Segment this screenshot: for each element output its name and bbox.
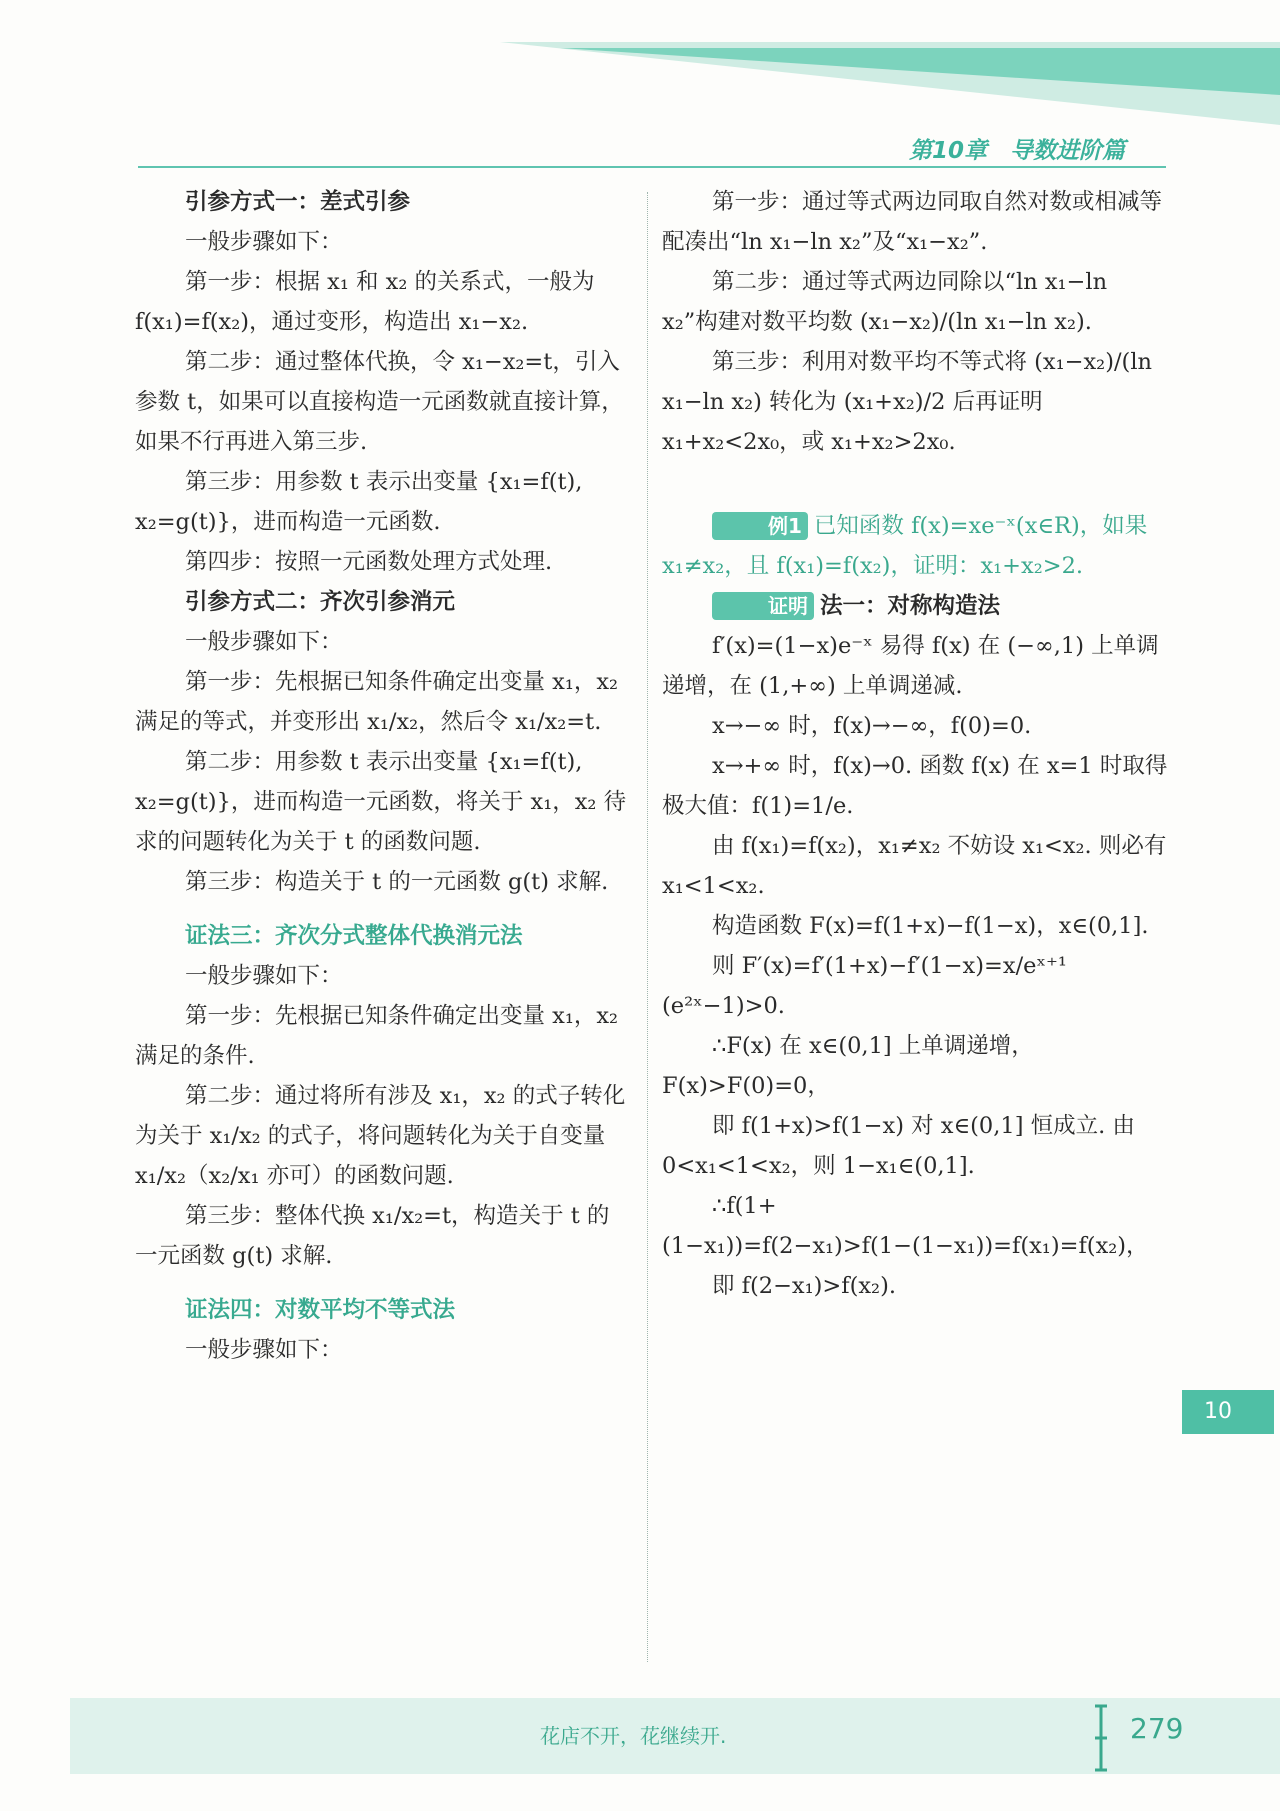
left-column — [135, 182, 630, 1370]
chapter-side-tab: 10 — [1182, 1390, 1274, 1434]
example-badge: 例1 — [712, 512, 808, 540]
example-text: 已知函数 f(x)=xe⁻ˣ(x∈R)，如果 x₁≠x₂，且 f(x₁)=f(x₂)，证明：x₁+x₂>2. — [662, 513, 1148, 579]
paragraph: 由 f(x₁)=f(x₂)，x₁≠x₂ 不妨设 x₁<x₂. 则必有 x₁<1<x₂. — [662, 833, 1167, 899]
page-bracket-icon — [1092, 1702, 1110, 1774]
paragraph: 第二步：用参数 t 表示出变量 {x₁=f(t), x₂=g(t)}，进而构造一元函数，将关于 x₁，x₂ 待求的问题转化为关于 t 的函数问题. — [135, 749, 627, 855]
proof-badge: 证明 — [712, 592, 814, 620]
paragraph: 构造函数 F(x)=f(1+x)−f(1−x)，x∈(0,1]. — [712, 913, 1149, 939]
paragraph: f′(x)=(1−x)e⁻ˣ 易得 f(x) 在 (−∞,1) 上单调递增，在 (1,+∞) 上单调递减. — [662, 633, 1159, 699]
paragraph: 第二步：通过将所有涉及 x₁，x₂ 的式子转化为关于 x₁/x₂ 的式子，将问题转化为关于自变量 x₁/x₂（x₂/x₁ 亦可）的函数问题. — [135, 1083, 626, 1189]
paragraph: 第三步：整体代换 x₁/x₂=t，构造关于 t 的一元函数 g(t) 求解. — [135, 1203, 610, 1269]
chapter-title: 第10章 导数进阶篇 — [908, 138, 1125, 164]
footer-motto: 花店不开，花继续开. — [540, 1724, 727, 1748]
paragraph: x→+∞ 时，f(x)→0. 函数 f(x) 在 x=1 时取得极大值：f(1)=1/e. — [662, 753, 1168, 819]
section-heading: 引参方式一：差式引参 — [185, 189, 411, 215]
paragraph: 一般步骤如下： — [185, 229, 343, 255]
proof-title: 法一：对称构造法 — [820, 593, 1001, 619]
method-heading: 证法四：对数平均不等式法 — [185, 1297, 456, 1323]
paragraph: 第一步：根据 x₁ 和 x₂ 的关系式，一般为 f(x₁)=f(x₂)，通过变形，构造出 x₁−x₂. — [135, 269, 595, 335]
page-number: 279 — [1130, 1712, 1184, 1745]
section-heading: 引参方式二：齐次引参消元 — [185, 589, 456, 615]
paragraph: 则 F′(x)=f′(1+x)−f′(1−x)=x/eˣ⁺¹ (e²ˣ−1)>0. — [662, 953, 1067, 1019]
method-heading: 证法三：齐次分式整体代换消元法 — [185, 923, 523, 949]
paragraph: 第二步：通过等式两边同除以“ln x₁−ln x₂”构建对数平均数 (x₁−x₂)/(ln x₁−ln x₂). — [662, 269, 1108, 335]
paragraph: 第三步：利用对数平均不等式将 (x₁−x₂)/(ln x₁−ln x₂) 转化为 (x₁+x₂)/2 后再证明 x₁+x₂<2x₀，或 x₁+x₂>2x₀. — [662, 349, 1153, 455]
paragraph: 一般步骤如下： — [185, 963, 343, 989]
paragraph: 第一步：通过等式两边同取自然对数或相减等配凑出“ln x₁−ln x₂”及“x₁−x₂”. — [662, 189, 1163, 255]
paragraph: ∴f(1+(1−x₁))=f(2−x₁)>f(1−(1−x₁))=f(x₁)=f(x₂)， — [662, 1193, 1149, 1259]
right-column — [662, 182, 1168, 1306]
example-problem — [662, 506, 1168, 586]
paragraph: 一般步骤如下： — [185, 629, 343, 655]
paragraph: 即 f(2−x₁)>f(x₂). — [712, 1273, 897, 1299]
paragraph: ∴F(x) 在 x∈(0,1] 上单调递增，F(x)>F(0)=0， — [662, 1033, 1034, 1099]
header-decoration — [500, 0, 1280, 190]
paragraph: x→−∞ 时，f(x)→−∞，f(0)=0. — [712, 713, 1032, 739]
paragraph: 第一步：先根据已知条件确定出变量 x₁，x₂ 满足的等式，并变形出 x₁/x₂，然后令 x₁/x₂=t. — [135, 669, 619, 735]
paragraph: 第一步：先根据已知条件确定出变量 x₁，x₂ 满足的条件. — [135, 1003, 619, 1069]
paragraph: 第三步：用参数 t 表示出变量 {x₁=f(t), x₂=g(t)}，进而构造一元函数. — [135, 469, 583, 535]
proof-heading — [662, 586, 1168, 626]
paragraph: 第四步：按照一元函数处理方式处理. — [185, 549, 553, 575]
paragraph: 即 f(1+x)>f(1−x) 对 x∈(0,1] 恒成立. 由 0<x₁<1<x₂，则 1−x₁∈(0,1]. — [662, 1113, 1135, 1179]
paragraph: 第三步：构造关于 t 的一元函数 g(t) 求解. — [185, 869, 609, 895]
paragraph: 第二步：通过整体代换，令 x₁−x₂=t，引入参数 t，如果可以直接构造一元函数就直接计算，如果不行再进入第三步. — [135, 349, 624, 455]
paragraph: 一般步骤如下： — [185, 1337, 343, 1363]
column-divider — [647, 192, 648, 1662]
header-rule — [138, 166, 1166, 168]
